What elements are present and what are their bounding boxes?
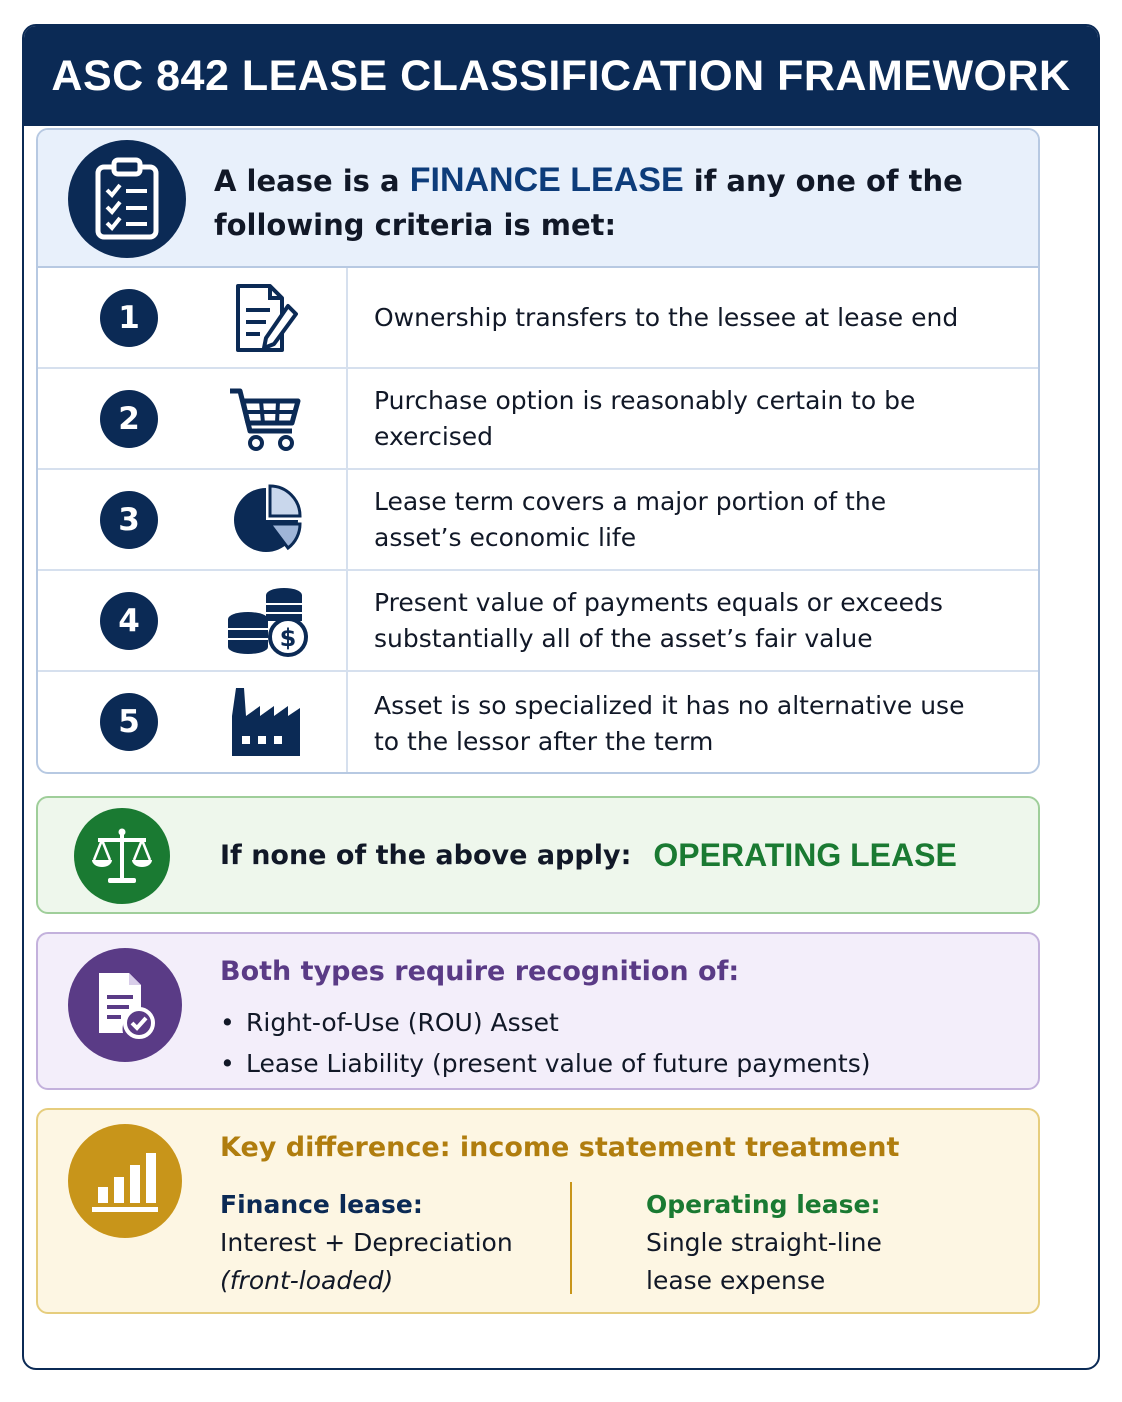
page-title: ASC 842 LEASE CLASSIFICATION FRAMEWORK xyxy=(24,26,1098,126)
criterion-text: Present value of payments equals or exceeds substantially all of the asset’s fair value xyxy=(374,587,943,653)
recognition-panel xyxy=(36,932,1040,1090)
criterion-row xyxy=(38,672,1038,774)
finance-lease-highlight: FINANCE LEASE xyxy=(409,161,684,199)
finance-lease-text: Interest + Depreciation xyxy=(220,1228,513,1257)
criterion-text: Asset is so specialized it has no alternative use to the lessor after the term xyxy=(374,691,965,756)
operating-prefix: If none of the above apply: xyxy=(220,839,632,871)
criterion-text: Ownership transfers to the lessee at lease end xyxy=(374,302,959,332)
operating-lease-column xyxy=(646,1186,1006,1300)
intro-suffix: if any one of the following criteria is met: xyxy=(214,164,963,242)
row-separator xyxy=(346,268,348,367)
operating-lease-label: Operating lease: xyxy=(646,1190,881,1219)
criteria-header xyxy=(38,130,1038,268)
clipboard-checklist-icon xyxy=(68,140,186,258)
key-difference-panel xyxy=(36,1108,1040,1314)
criterion-text: Purchase option is reasonably certain to be exercised xyxy=(374,385,916,451)
list-item: • Lease Liability (present value of future payments) xyxy=(220,1043,871,1084)
factory-icon xyxy=(226,686,306,758)
recognition-title: Both types require recognition of: xyxy=(220,956,740,987)
finance-criteria-panel xyxy=(36,128,1040,774)
row-separator xyxy=(346,571,348,670)
scales-icon xyxy=(74,808,170,904)
bar-chart-icon xyxy=(68,1124,182,1238)
shopping-cart-icon xyxy=(226,383,306,455)
criterion-row xyxy=(38,571,1038,672)
operating-lease-panel xyxy=(36,796,1040,914)
recognition-list xyxy=(220,1002,871,1084)
document-pen-icon xyxy=(226,282,306,354)
pie-chart-icon xyxy=(226,484,306,556)
coins-dollar-icon xyxy=(226,585,306,657)
criterion-row xyxy=(38,268,1038,369)
criterion-row xyxy=(38,470,1038,571)
criterion-text: Lease term covers a major portion of the asset’s economic life xyxy=(374,486,887,552)
key-difference-title: Key difference: income statement treatment xyxy=(220,1132,900,1163)
criterion-number: 3 xyxy=(100,491,158,549)
svg-text:$: $ xyxy=(279,624,297,652)
criterion-number: 4 xyxy=(100,592,158,650)
row-separator xyxy=(346,369,348,468)
criterion-number: 5 xyxy=(100,693,158,751)
operating-lease-highlight: OPERATING LEASE xyxy=(653,836,957,873)
operating-lease-text: lease expense xyxy=(646,1266,826,1295)
operating-lease-statement xyxy=(220,798,957,912)
document-check-icon xyxy=(68,948,182,1062)
column-divider xyxy=(570,1182,572,1294)
finance-lease-label: Finance lease: xyxy=(220,1190,423,1219)
finance-lease-note: (front-loaded) xyxy=(220,1266,394,1295)
finance-lease-column xyxy=(220,1186,560,1300)
intro-prefix: A lease is a xyxy=(214,164,400,198)
row-separator xyxy=(346,672,348,774)
list-item: • Right-of-Use (ROU) Asset xyxy=(220,1002,871,1043)
row-separator xyxy=(346,470,348,569)
criteria-intro xyxy=(214,158,974,247)
criterion-number: 1 xyxy=(100,289,158,347)
criterion-number: 2 xyxy=(100,390,158,448)
operating-lease-text: Single straight-line xyxy=(646,1228,882,1257)
criterion-row xyxy=(38,369,1038,470)
